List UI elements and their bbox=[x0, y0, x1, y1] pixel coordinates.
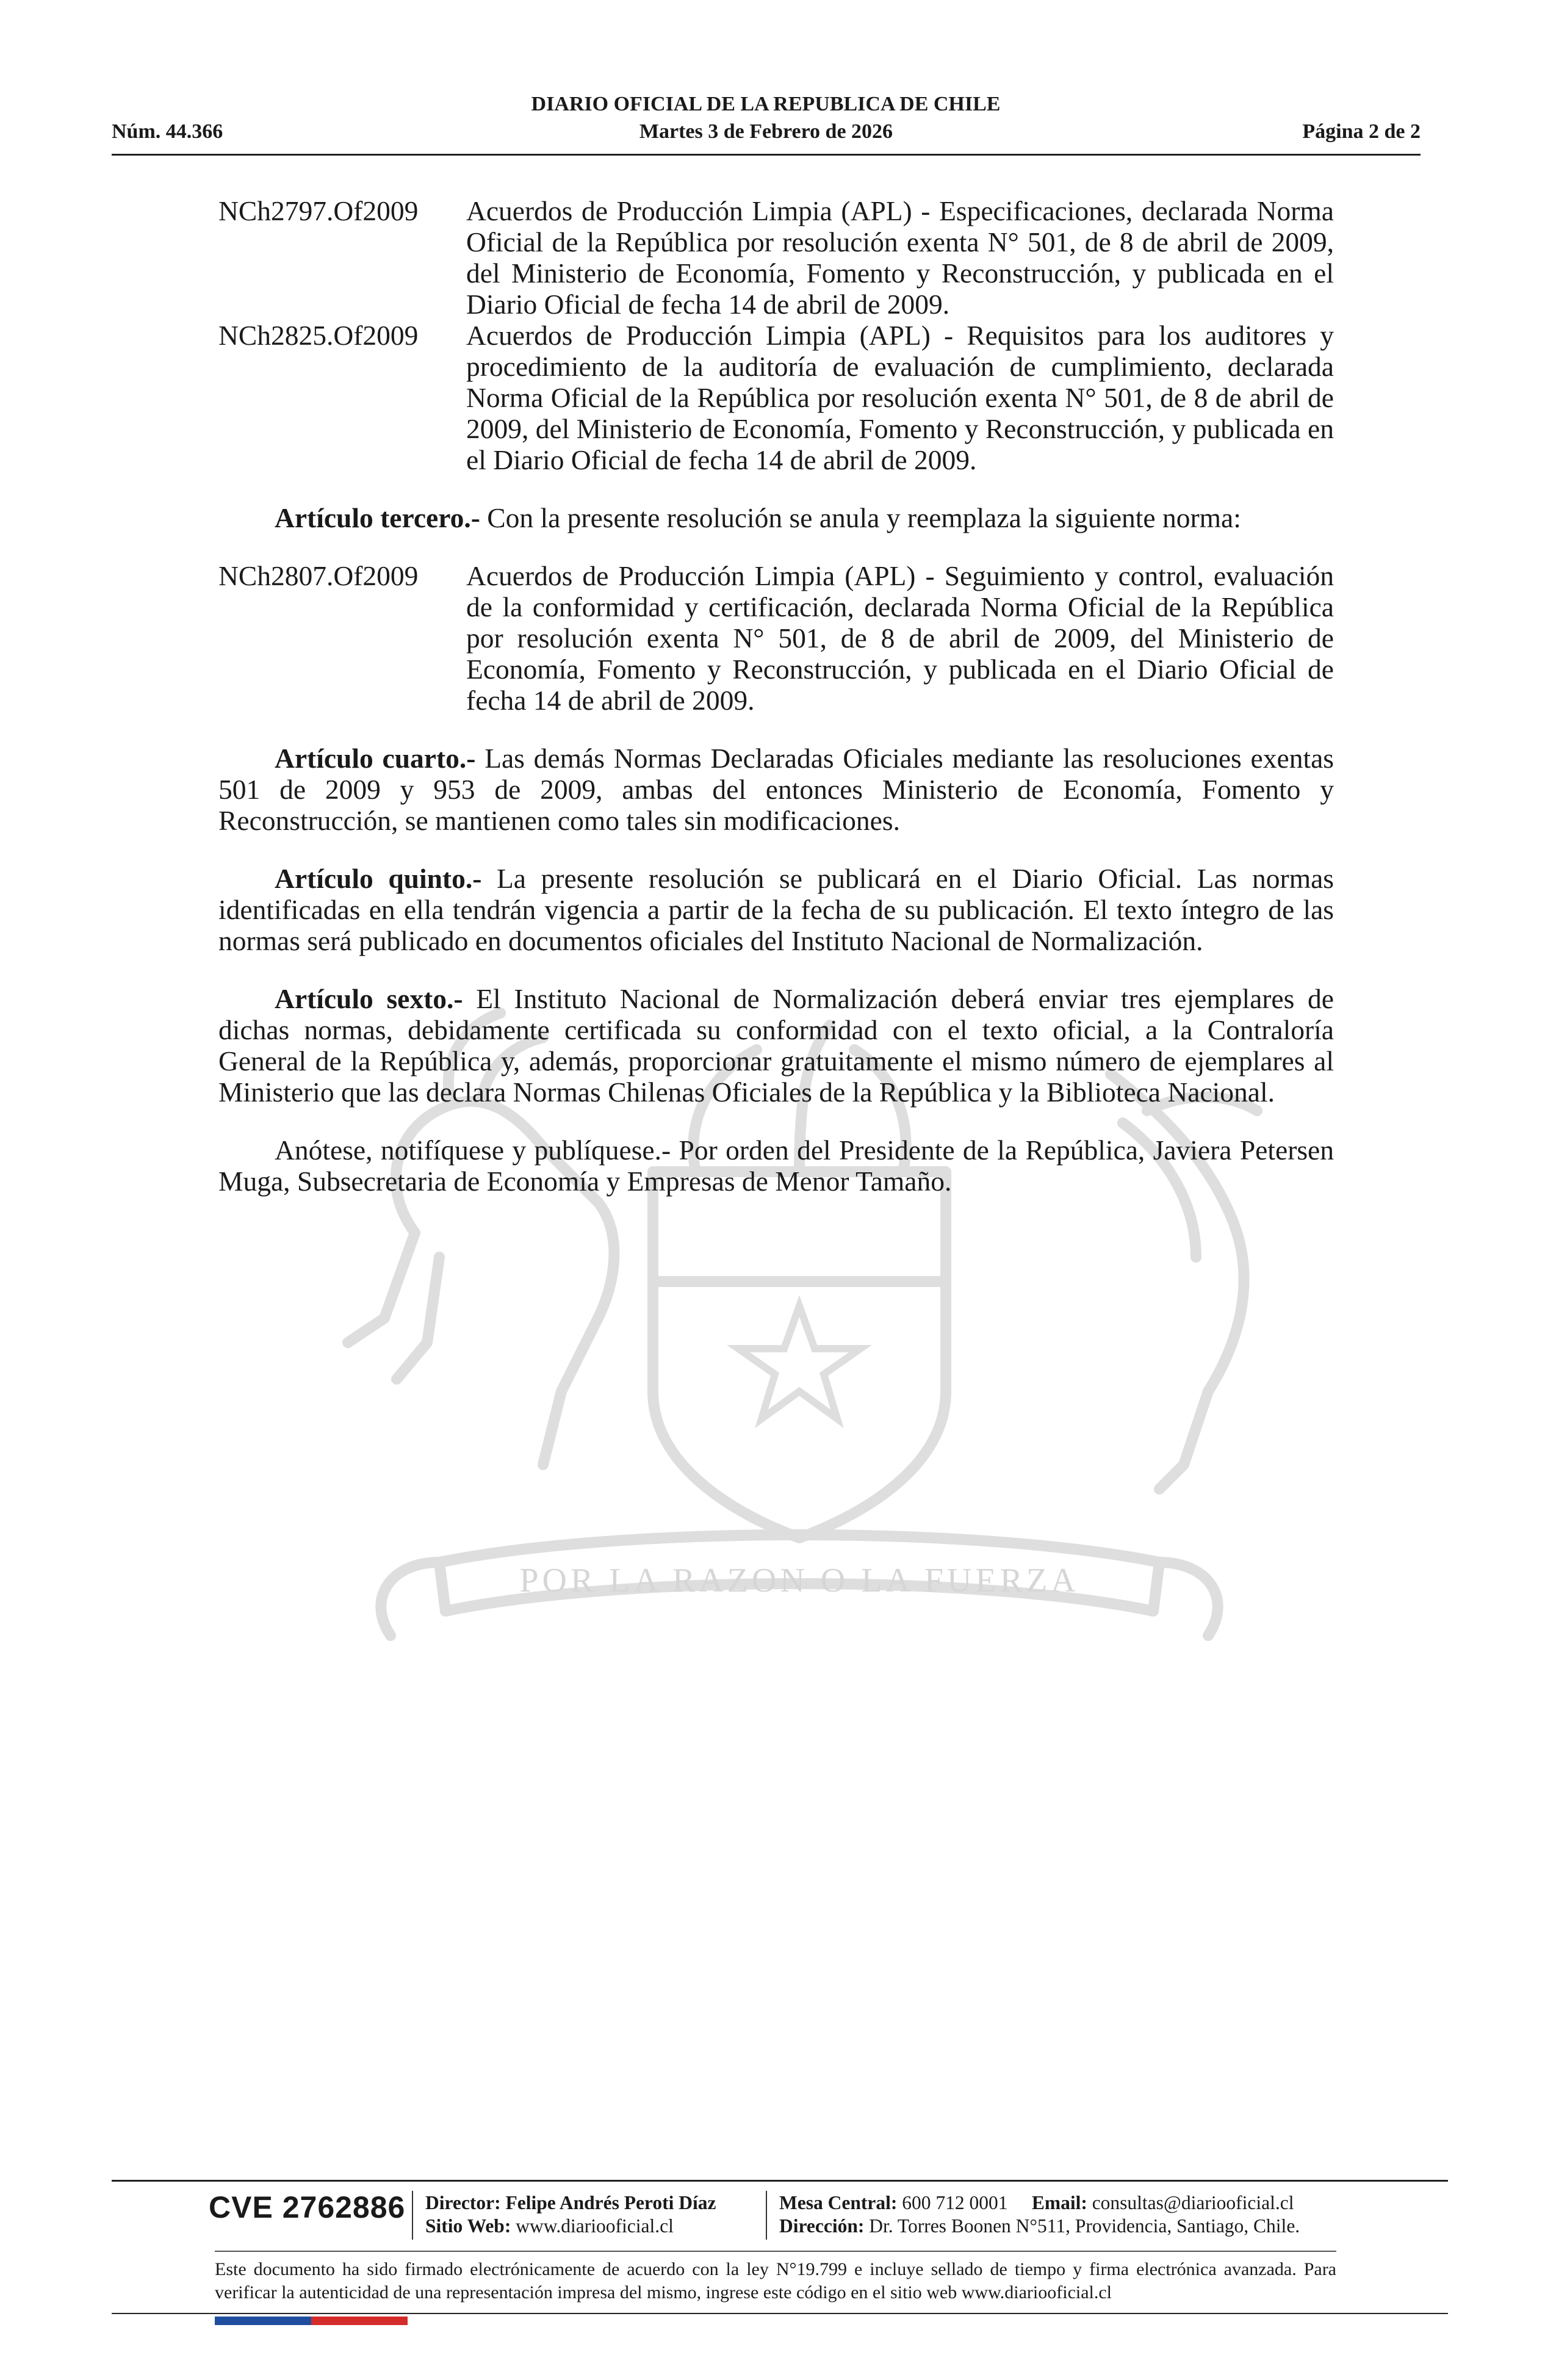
director-name: Felipe Andrés Peroti Díaz bbox=[505, 2192, 716, 2213]
director-line bbox=[425, 2191, 716, 2215]
article-label: Artículo cuarto.- bbox=[275, 743, 476, 774]
issue-number: Núm. 44.366 bbox=[112, 120, 223, 143]
article-label: Artículo tercero.- bbox=[275, 502, 480, 533]
replaced-norm-entry bbox=[218, 560, 1334, 716]
header-divider bbox=[112, 154, 1421, 156]
address-line bbox=[779, 2215, 1300, 2238]
norm-entry bbox=[218, 195, 1334, 320]
flag-blue-stripe bbox=[215, 2317, 311, 2325]
flag-stripe bbox=[215, 2317, 408, 2325]
article-text: El Instituto Nacional de Normalización deberá enviar tres ejemplares de dichas normas, debidamente certificada su conformidad con el texto oficial, a la Contraloría General de la República y, además, proporcionar gratuitamente el mismo número de ejemplares al Ministerio que las declara Normas Chilenas Oficiales de la República y la Biblioteca Nacional. bbox=[218, 983, 1334, 1108]
shield-outline bbox=[653, 1172, 946, 1538]
phone-number: 600 712 0001 bbox=[902, 2192, 1008, 2213]
address-label: Dirección: bbox=[779, 2215, 865, 2237]
article-label: Artículo sexto.- bbox=[275, 983, 463, 1014]
article-text: Con la presente resolución se anula y reemplaza la siguiente norma: bbox=[480, 502, 1241, 533]
article-tercero bbox=[218, 502, 1334, 533]
article-cuarto bbox=[218, 743, 1334, 836]
norm-description: Acuerdos de Producción Limpia (APL) - Seguimiento y control, evaluación de la conformidad y certificación, declarada Norma Oficial de la República por resolución exenta N° 501, de 8 de abril de 2009, del Ministerio de Economía, Fomento y Reconstrucción, y publicada en el Diario Oficial de fecha 14 de abril de 2009. bbox=[466, 560, 1334, 716]
phone-label: Mesa Central: bbox=[779, 2192, 898, 2213]
footer-divider-top bbox=[112, 2180, 1448, 2182]
article-label: Artículo quinto.- bbox=[275, 863, 482, 894]
website-link[interactable]: www.diariooficial.cl bbox=[516, 2215, 674, 2237]
contact-line bbox=[779, 2191, 1294, 2215]
motto-text: POR LA RAZON O LA FUERZA bbox=[519, 1562, 1079, 1599]
norm-code: NCh2807.Of2009 bbox=[218, 560, 419, 591]
footer-divider-mid bbox=[215, 2251, 1336, 2252]
norm-code: NCh2825.Of2009 bbox=[218, 320, 419, 351]
article-text: Las demás Normas Declaradas Oficiales mediante las resoluciones exentas 501 de 2009 y 953 de 2009, ambas del entonces Ministerio de Economía, Fomento y Reconstrucción, se mantienen como tales sin modificaciones. bbox=[218, 743, 1334, 836]
article-text: La presente resolución se publicará en el Diario Oficial. Las normas identificadas en ella tendrán vigencia a partir de la fecha de su publicación. El texto íntegro de las normas será publicado en documentos oficiales del Instituto Nacional de Normalización. bbox=[218, 863, 1334, 956]
address-value: Dr. Torres Boonen N°511, Providencia, Santiago, Chile. bbox=[869, 2215, 1300, 2237]
website-label: Sitio Web: bbox=[425, 2215, 511, 2237]
document-body bbox=[218, 195, 1334, 1197]
norm-code: NCh2797.Of2009 bbox=[218, 195, 419, 226]
closing-paragraph: Anótese, notifíquese y publíquese.- Por orden del Presidente de la República, Javiera Petersen Muga, Subsecretaria de Economía y Empresas de Menor Tamaño. bbox=[218, 1134, 1334, 1197]
footer-separator bbox=[412, 2191, 413, 2240]
website-line bbox=[425, 2215, 674, 2238]
article-quinto bbox=[218, 863, 1334, 956]
flag-red-stripe bbox=[311, 2317, 408, 2325]
footer-separator bbox=[766, 2191, 767, 2240]
footer-divider-bottom bbox=[112, 2313, 1448, 2314]
norm-description: Acuerdos de Producción Limpia (APL) - Especificaciones, declarada Norma Oficial de la República por resolución exenta N° 501, de 8 de abril de 2009, del Ministerio de Economía, Fomento y Reconstrucción, y publicada en el Diario Oficial de fecha 14 de abril de 2009. bbox=[466, 195, 1334, 320]
article-sexto bbox=[218, 983, 1334, 1108]
electronic-signature-note: Este documento ha sido firmado electrónicamente de acuerdo con la ley N°19.799 e incluye sellado de tiempo y firma electrónica avanzada. Para verificar la autenticidad de una representación impresa del mismo, ingrese este código en el sitio web www.diariooficial.cl bbox=[215, 2259, 1336, 2302]
issue-date: Martes 3 de Febrero de 2026 bbox=[639, 120, 893, 143]
cve-code: CVE 2762886 bbox=[209, 2190, 406, 2224]
norm-description: Acuerdos de Producción Limpia (APL) - Requisitos para los auditores y procedimiento de la auditoría de evaluación de cumplimiento, declarada Norma Oficial de la República por resolución exenta N° 501, de 8 de abril de 2009, del Ministerio de Economía, Fomento y Reconstrucción, y publicada en el Diario Oficial de fecha 14 de abril de 2009. bbox=[466, 320, 1334, 475]
norm-entry bbox=[218, 320, 1334, 475]
email-label: Email: bbox=[1031, 2192, 1087, 2213]
email-link[interactable]: consultas@diariooficial.cl bbox=[1092, 2192, 1294, 2213]
header-row bbox=[112, 120, 1421, 147]
star-icon bbox=[738, 1306, 860, 1419]
director-label: Director: bbox=[425, 2192, 501, 2213]
page-number: Página 2 de 2 bbox=[1302, 120, 1421, 143]
publication-title: DIARIO OFICIAL DE LA REPUBLICA DE CHILE bbox=[531, 93, 1001, 115]
